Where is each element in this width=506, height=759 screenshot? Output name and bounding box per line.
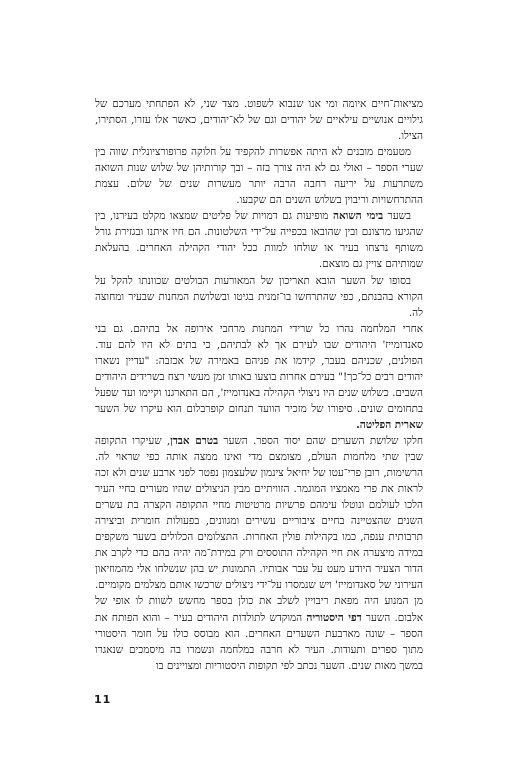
paragraph — [95, 144, 423, 208]
body-text — [95, 96, 423, 674]
paragraph-text: אחרי המלחמה נהרו כל שרידי המחנות מרחבי אירופה אל בתיהם. גם בני סאנדומייז' היהודים שבו לעירם אך לא לבתיהם, כי בתים לא היו להם עוד. הפולנים, שכניהם בעבר, קידמו את פניהם באמירה של אכזבה: "עדיין נשארו יהודים רבים כל־כך!" בעירם אחרות בוצעו באותו זמן מעשי רצח בשרידים היהודים השבים. כשלוש שנים היו ניצולי הקהילה באנדומייז', הם התארגנו וקיימו ועד שפעל בתחומים שונים. סיפורו של מזכיר הוועד תנחום קופרבלום הוא עיקרו של השער — [95, 322, 423, 415]
paragraph-text: מציאות־חיים איומה ומי אנו שנבוא לשפוט. מצד שני, לא הפתחתי מערכם של גילויים אנושיים עילאיים של יהודים וגם של לא־יהודים, כאשר אלו עזרו, הסתירו, הצילו. — [95, 98, 423, 143]
paragraph — [95, 96, 423, 144]
paragraph — [95, 273, 423, 321]
paragraph-text: בשער — [383, 210, 411, 223]
paragraph-text: חלקו שלושת השערים שהם יסוד הספר. השער — [218, 434, 423, 447]
paragraph-text: מופיעות גם דמויות של פליטים שמצאו מקלט בעירנו, בין שהגיעו מרצונם ובין שהובאו בכפייה על־ידי השלטונות. הם חיו איתנו ובגזירת גורל משותף נרצחו בעיר או שולחו למוות ככל יהודי הקהילה האחרים. בהעלאת שמותיהם צויין גם מוצאם. — [95, 210, 423, 271]
paragraph-text: , שעיקרו התקופה שבין שתי מלחמות העולם, מצומצם מדי ואינו ממצה אותה כפי שראוי לה. הרשימות, רובן פרי־עטו של יחיאל צינמון שלעצמון נפטר לפני ארבע שנים ולא זכה לראות את פרי מאמציו המוגמר. הזוויתיים מבין הניצולים שהיו מעורים בחיי העיר הלכו לעולמם ונוטלו עימהם פרשיות מרטיטות מחיי התקופה הקצרה בת עשרים השנים שהצטיינה בחיים ציבוריים עשירים ומגוונים, בפעולות חומרית וביצירה תרבותית ענפה, כמו בקהילות פולין האחרות. התצלומים הכלולים בשער משקפים במידה מיצערה את חיי הקהילה התוססים ורק במידת־מה יהיה בהם כדי לקרב את הדור הצעיר היודע מעט על עבר אבותיו. התמונות יש בהן שנשלחו אלי מהמוזיאון העירוני של סאנדומייז' ויש שנמסרו על־ידי ניצולים שרכשו אותם מצלמים מקומיים. מן המנוע היה מפאת ריבויין לשלב את כולן בספר מחשש לשוות לו אופי של אלבום. השער — [95, 434, 423, 624]
section-name-bold: בימי השואה — [333, 210, 384, 223]
paragraph-text: מטעמים מובנים לא היתה אפשרות להקפיד על חלוקה פרופורציונלית שווה בין שערי הספר – ואולי גם לא היה צורך בזה – ובך קורותיהן של שלוש שנות השואה משתרעות על יריעה רחבה הרבה יותר מעשרות שנים של שלום. עצמת ההתרחשויות וריבוין בשלוש השנים הם שקבעו. — [95, 146, 423, 207]
paragraph-text: בסופו של השער הובא תאריכון של המאורעות הבולטים שכוונתו להקל על הקורא בהבנתם, כפי שהתרחשו בו־זמנית בגיטו ובשלושת המחנות שבעיר ומחוצה לה. — [95, 274, 423, 319]
section-name-bold: דפי היסטוריה — [306, 611, 362, 624]
paragraph-text: המוקדש לתולדות היהודים בעיר – והוא הפותח את הספר – שונה מארבעת השערים האחרים. הוא מבוסס כולו על חומר היסטורי מתוך ספרים ותעודות. העיר לא חרבה במלחמה ונשמרו בה מיסמכים שנאגרו במשך מאות שנים. השער נכתב לפי תקופות היסטוריות ומצויינים בו — [95, 611, 423, 672]
section-name-bold: שארית הפליטה. — [356, 418, 423, 431]
paragraph — [95, 208, 423, 272]
paragraph — [95, 321, 423, 433]
section-name-bold: בטרם אבדן — [170, 434, 219, 447]
paragraph — [95, 433, 423, 674]
page-number: 11 — [94, 693, 112, 706]
